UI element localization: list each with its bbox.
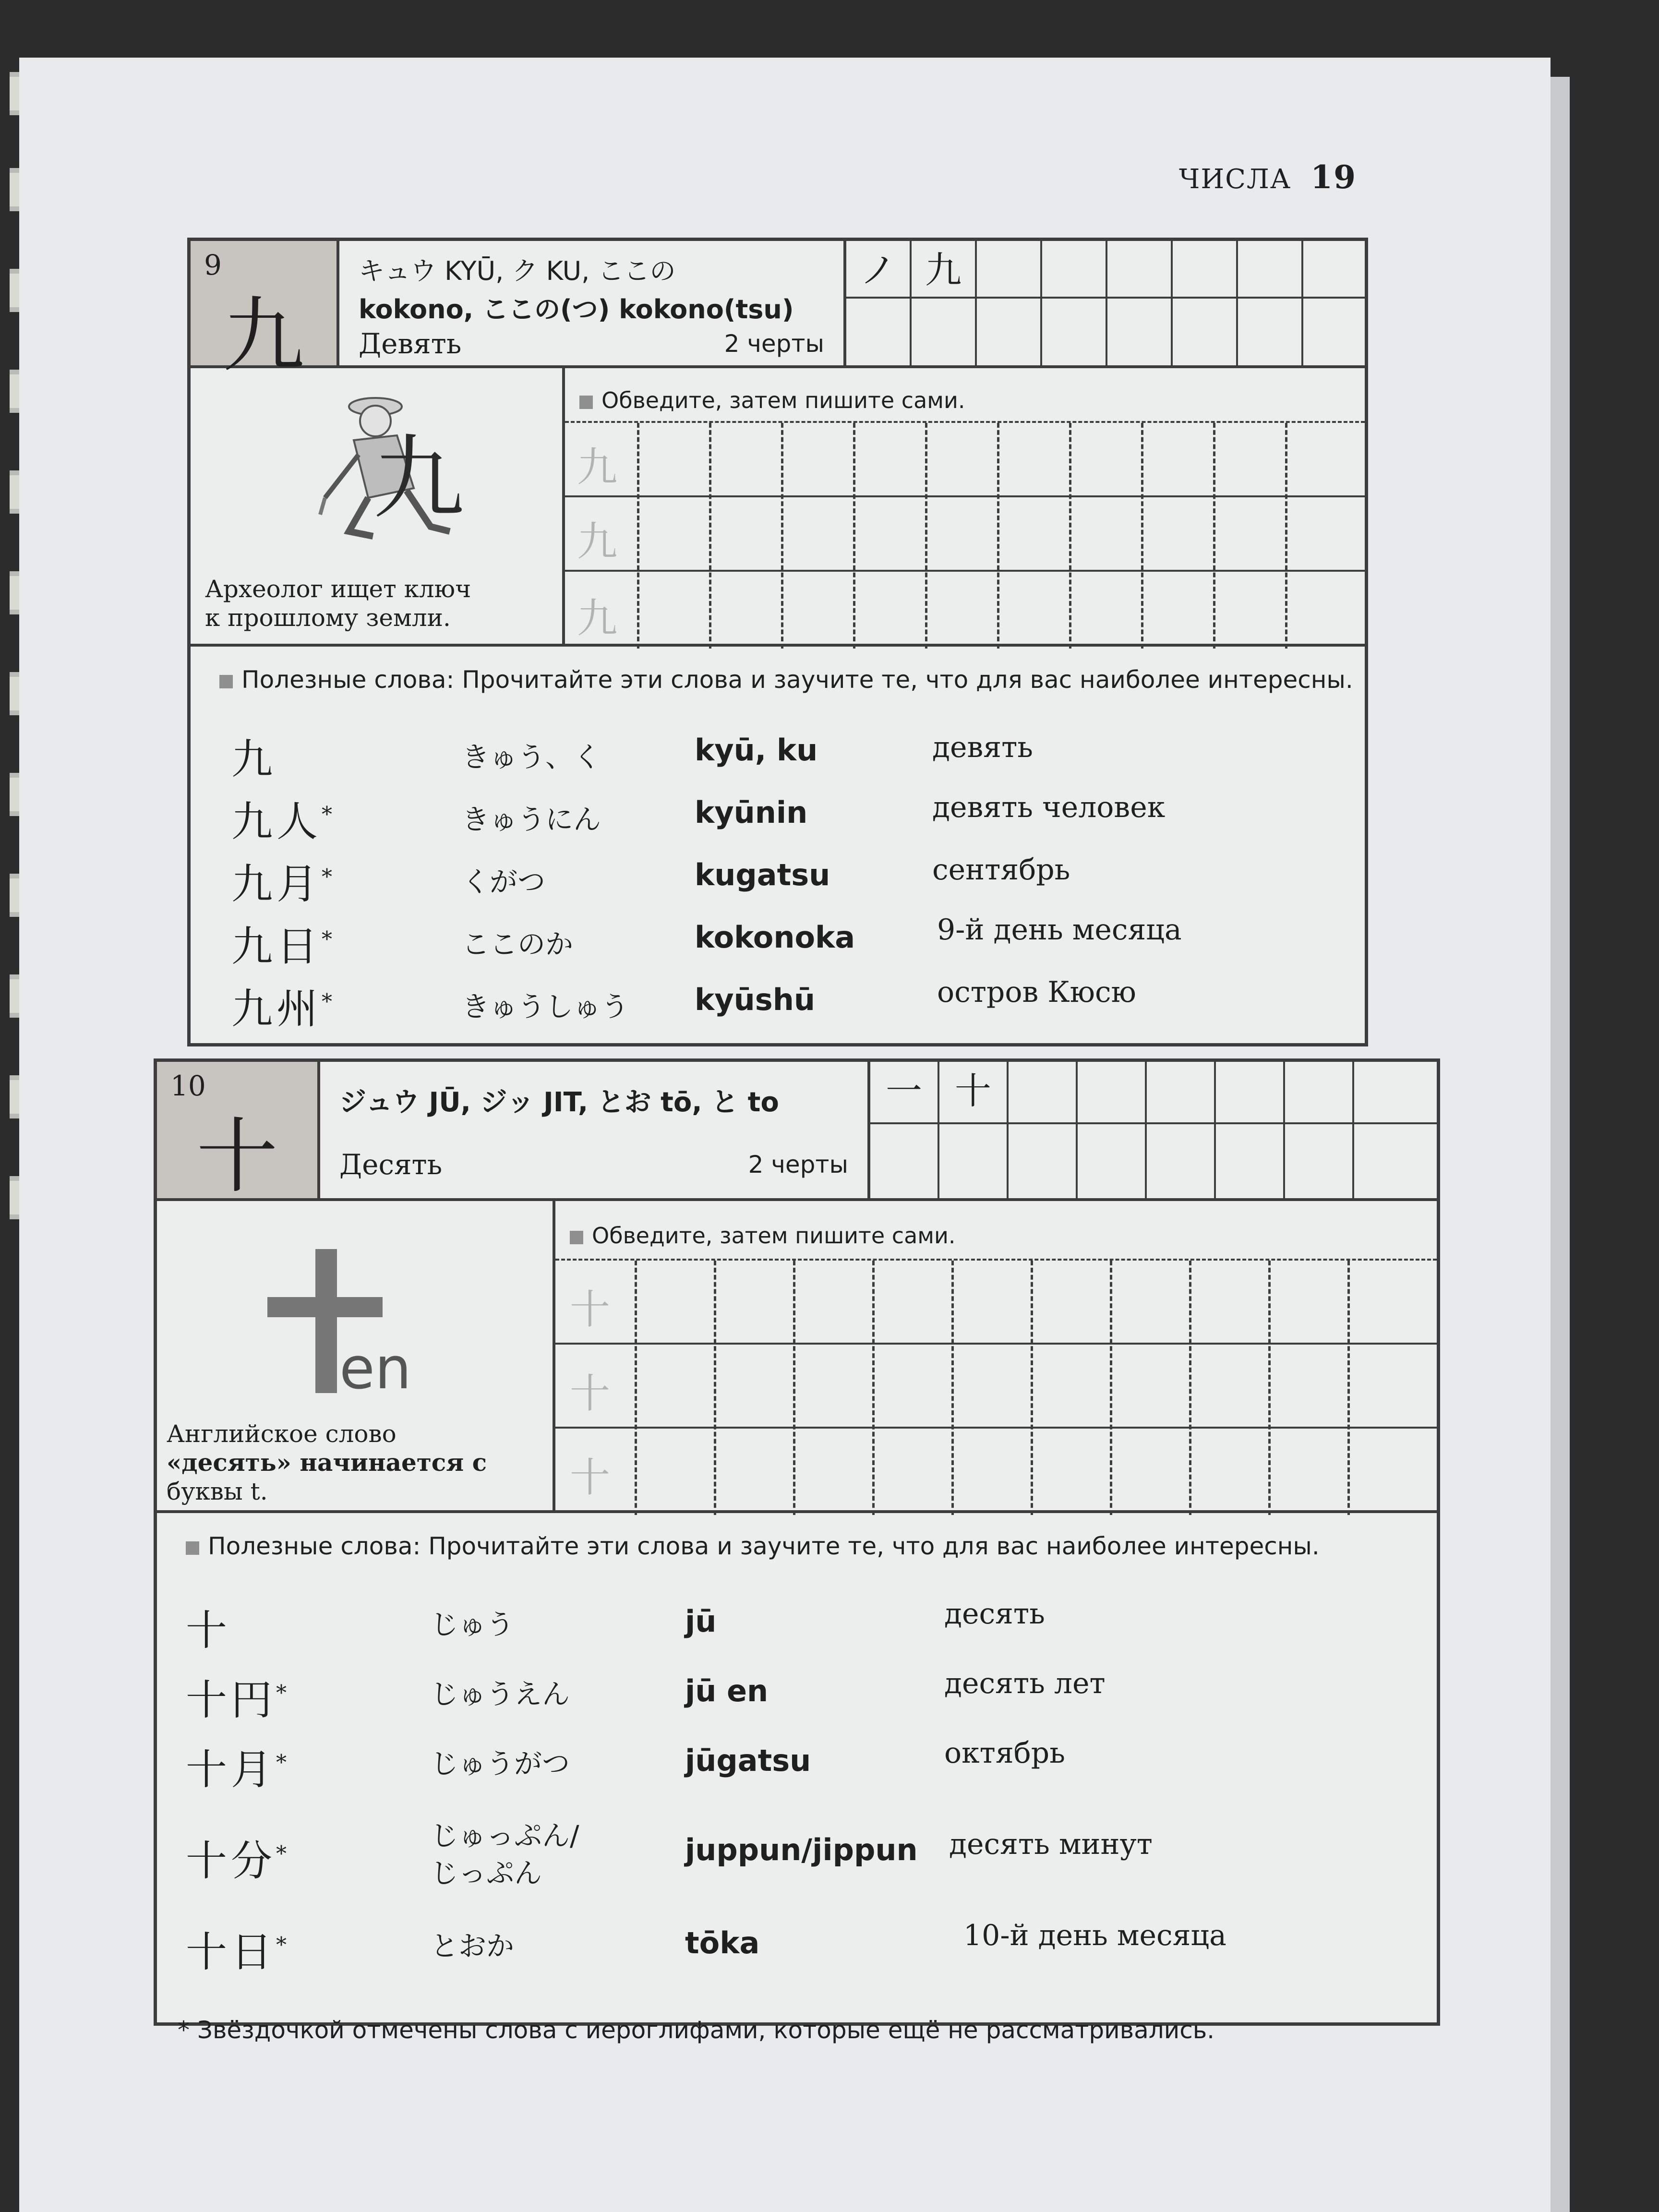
word-translation: десять минут — [949, 1827, 1153, 1861]
trace-character-2: 十 — [570, 1370, 611, 1417]
mnemonic-illustration-cell — [191, 368, 565, 647]
kanji-number: 9 — [204, 249, 222, 281]
word-romaji: tōka — [685, 1925, 760, 1960]
word-translation: десять — [944, 1597, 1045, 1631]
stroke-step-2: 九 — [912, 241, 977, 299]
word-row — [231, 913, 1335, 971]
useful-words-title: Полезные слова: Прочитайте эти слова и заучите те, что для вас наиболее интересны. — [186, 1532, 1320, 1560]
mnemonic-caption — [205, 575, 471, 632]
kanji-number: 10 — [170, 1070, 206, 1102]
word-translation: 10-й день месяца — [963, 1919, 1226, 1952]
word-row — [186, 1919, 1415, 1976]
word-kana: きゅう、く — [462, 741, 601, 773]
word-romaji: kyū, ku — [695, 733, 818, 768]
stroke-step-1: 一 — [870, 1062, 939, 1124]
word-translation: октябрь — [944, 1736, 1065, 1770]
mnemonic-line-2: «десять» начинается с — [167, 1448, 487, 1477]
practice-grid — [565, 421, 1365, 649]
illustration-kanji: 九 — [373, 425, 465, 531]
word-kanji: 十日* — [186, 1928, 290, 1976]
practice-instruction: Обведите, затем пишите сами. — [579, 387, 965, 413]
word-row — [186, 1667, 1415, 1724]
useful-words-section — [157, 1513, 1437, 2022]
readings-line-1: ジュウ JŪ, ジッ JIT, とお tō, と to — [339, 1087, 779, 1118]
word-romaji: jūgatsu — [685, 1743, 811, 1778]
word-translation: сентябрь — [932, 853, 1070, 887]
word-romaji: jū — [685, 1604, 717, 1639]
word-kanji: 九 — [231, 735, 276, 783]
word-romaji: kyūshū — [695, 982, 815, 1017]
useful-words-title: Полезные слова: Прочитайте эти слова и заучите те, что для вас наиболее интересны. — [219, 666, 1353, 694]
word-translation: девять — [932, 731, 1033, 764]
word-row — [231, 788, 1335, 846]
word-kanji: 十 — [186, 1607, 231, 1655]
chapter-title: ЧИСЛА — [1179, 164, 1292, 195]
useful-words-section — [191, 647, 1365, 1045]
trace-character-3: 九 — [577, 595, 618, 642]
kanji-readings — [339, 241, 843, 368]
kanji-number-cell — [157, 1062, 320, 1204]
kanji-meaning: Девять — [359, 327, 462, 360]
word-kana: じゅっぷん/ — [431, 1819, 579, 1852]
word-kana: きゅうにん — [462, 803, 601, 836]
word-row — [231, 975, 1335, 1033]
ten-illustration — [267, 1244, 469, 1407]
word-row — [186, 1597, 1415, 1655]
stroke-count: 2 черты — [724, 330, 824, 358]
word-romaji: jū en — [685, 1673, 769, 1708]
page-edge — [1551, 77, 1570, 2212]
page-number: 19 — [1310, 158, 1357, 196]
word-row — [186, 1813, 1415, 1895]
word-kanji: 十分* — [186, 1837, 290, 1885]
footnote: * Звёздочкой отмечены слова с иероглифами, которые ещё не рассматривались. — [178, 2016, 1215, 2044]
practice-instruction: Обведите, затем пишите сами. — [570, 1223, 955, 1249]
mnemonic-line-1: Английское слово — [167, 1420, 397, 1448]
practice-area — [565, 368, 1365, 647]
kanji-readings — [320, 1062, 867, 1201]
word-kanji: 十月* — [186, 1746, 290, 1794]
word-kana: とおか — [431, 1930, 515, 1962]
word-romaji: kokonoka — [695, 920, 855, 955]
word-translation: девять человек — [932, 791, 1166, 824]
word-translation: 9-й день месяца — [937, 913, 1182, 947]
trace-character-1: 十 — [570, 1286, 611, 1333]
kanji-card-9 — [187, 238, 1368, 1046]
word-row — [231, 851, 1335, 908]
illustration-word: en — [339, 1335, 411, 1402]
kanji-character: 九 — [222, 289, 304, 384]
word-kana: じゅうがつ — [431, 1747, 570, 1780]
word-kana: じゅう — [431, 1608, 515, 1641]
word-romaji: kugatsu — [695, 857, 830, 892]
word-kana: じゅうえん — [431, 1678, 570, 1710]
stroke-step-2: 十 — [939, 1062, 1009, 1124]
stroke-order-grid — [843, 241, 1368, 368]
word-translation: остров Кюсю — [937, 975, 1136, 1009]
kanji-card-10 — [154, 1058, 1440, 2026]
word-kana: くがつ — [462, 866, 546, 898]
word-romaji: kyūnin — [695, 795, 808, 830]
word-romaji: juppun/jippun — [685, 1832, 918, 1867]
kanji-meaning: Десять — [339, 1148, 443, 1181]
word-translation: десять лет — [944, 1667, 1106, 1700]
word-kana: ここのか — [462, 928, 574, 961]
trace-character-3: 十 — [570, 1454, 611, 1501]
readings-line-2: kokono, ここの(つ) kokono(tsu) — [359, 294, 794, 325]
mnemonic-line-3: буквы t. — [167, 1478, 268, 1505]
kanji-number-cell — [191, 241, 339, 384]
kanji-character: 十 — [196, 1109, 278, 1204]
word-kanji: 九州* — [231, 985, 336, 1033]
page-header — [1179, 158, 1357, 196]
word-kana: きゅうしゅう — [462, 990, 629, 1023]
practice-grid — [555, 1259, 1437, 1515]
word-kanji: 九日* — [231, 923, 336, 971]
stroke-count: 2 черты — [748, 1151, 848, 1178]
stroke-order-grid — [867, 1062, 1440, 1201]
word-kana-alt: じっぷん — [431, 1857, 542, 1889]
stroke-step-1: ノ — [846, 241, 912, 299]
word-row — [231, 726, 1335, 783]
readings-line-1: キュウ KYŪ, ク KU, ここの — [359, 256, 676, 286]
archaeologist-illustration — [296, 387, 498, 551]
word-row — [186, 1736, 1415, 1794]
trace-character-1: 九 — [577, 444, 618, 491]
word-kanji: 九月* — [231, 860, 336, 908]
mnemonic-illustration-cell — [157, 1201, 555, 1513]
practice-area — [555, 1201, 1437, 1513]
word-kanji: 九人* — [231, 798, 336, 846]
mnemonic-caption — [167, 1419, 487, 1506]
mnemonic-line-1: Археолог ищет ключ — [205, 575, 471, 603]
mnemonic-line-2: к прошлому земли. — [205, 604, 451, 632]
trace-character-2: 九 — [577, 518, 618, 565]
word-kanji: 十円* — [186, 1676, 290, 1724]
